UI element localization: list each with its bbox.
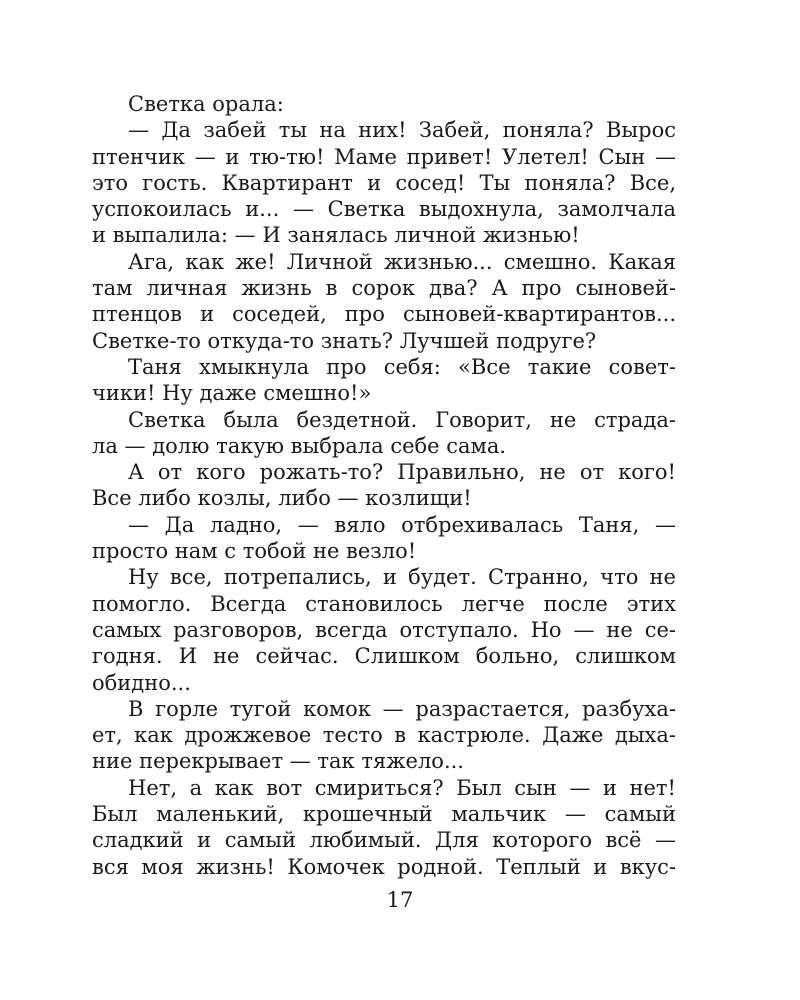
text-line: обидно... <box>92 670 191 695</box>
text-line: Светка была бездетной. Говорит, не страда- <box>128 407 676 432</box>
text-line: чики! Ну даже смешно!» <box>92 381 372 406</box>
text-line: помогло. Всегда становилось легче после этих <box>92 591 676 616</box>
text-line: сладкий и самый любимый. Для которого всё — <box>92 828 676 853</box>
text-line: успокоилась и... — Светка выдохнула, замолчала <box>92 197 676 222</box>
text-line: Нет, а как вот смириться? Был сын — и нет! <box>128 775 676 800</box>
text-line: Светка орала: <box>128 92 284 116</box>
text-line: и выпалила: — И занялась личной жизнью! <box>92 223 580 248</box>
text-line: — Да ладно, — вяло отбрехивалась Таня, — <box>128 512 676 537</box>
text-line: птенцов и соседей, про сыновей-квартирантов... <box>92 302 676 327</box>
text-line: просто нам с тобой не везло! <box>92 539 417 564</box>
text-line: это гость. Квартирант и сосед! Ты поняла? Все, <box>92 170 676 195</box>
text-line: Таня хмыкнула про себя: «Все такие совет- <box>128 354 676 379</box>
text-line: птенчик — и тю-тю! Маме привет! Улетел! Сын — <box>92 144 676 169</box>
text-line: Ну все, потрепались, и будет. Странно, что не <box>128 565 676 590</box>
text-line: В горле тугой комок — разрастается, разбуха- <box>128 696 676 721</box>
body-text <box>92 91 676 880</box>
text-line: годня. И не сейчас. Слишком больно, слишком <box>92 644 676 669</box>
text-line: ет, как дрожжевое тесто в кастрюле. Даже дыха- <box>92 723 676 748</box>
text-line: там личная жизнь в сорок два? А про сыновей- <box>92 276 676 301</box>
text-line: Был маленький, крошечный мальчик — самый <box>92 802 676 827</box>
text-line: — Да забей ты на них! Забей, поняла? Вырос <box>128 118 676 143</box>
text-line: Все либо козлы, либо — козлищи! <box>92 486 472 511</box>
text-line: самых разговоров, всегда отступало. Но — не се- <box>92 617 676 642</box>
text-line: Светке-то откуда-то знать? Лучшей подруге? <box>92 328 597 353</box>
text-line: Ага, как же! Личной жизнью... смешно. Какая <box>128 249 676 274</box>
text-line: вся моя жизнь! Комочек родной. Теплый и вкус- <box>92 854 676 879</box>
text-line: ние перекрывает — так тяжело... <box>92 749 464 774</box>
page-number: 17 <box>386 888 414 912</box>
text-line: ла — долю такую выбрала себе сама. <box>92 433 507 458</box>
text-line: А от кого рожать-то? Правильно, не от кого! <box>128 460 676 485</box>
